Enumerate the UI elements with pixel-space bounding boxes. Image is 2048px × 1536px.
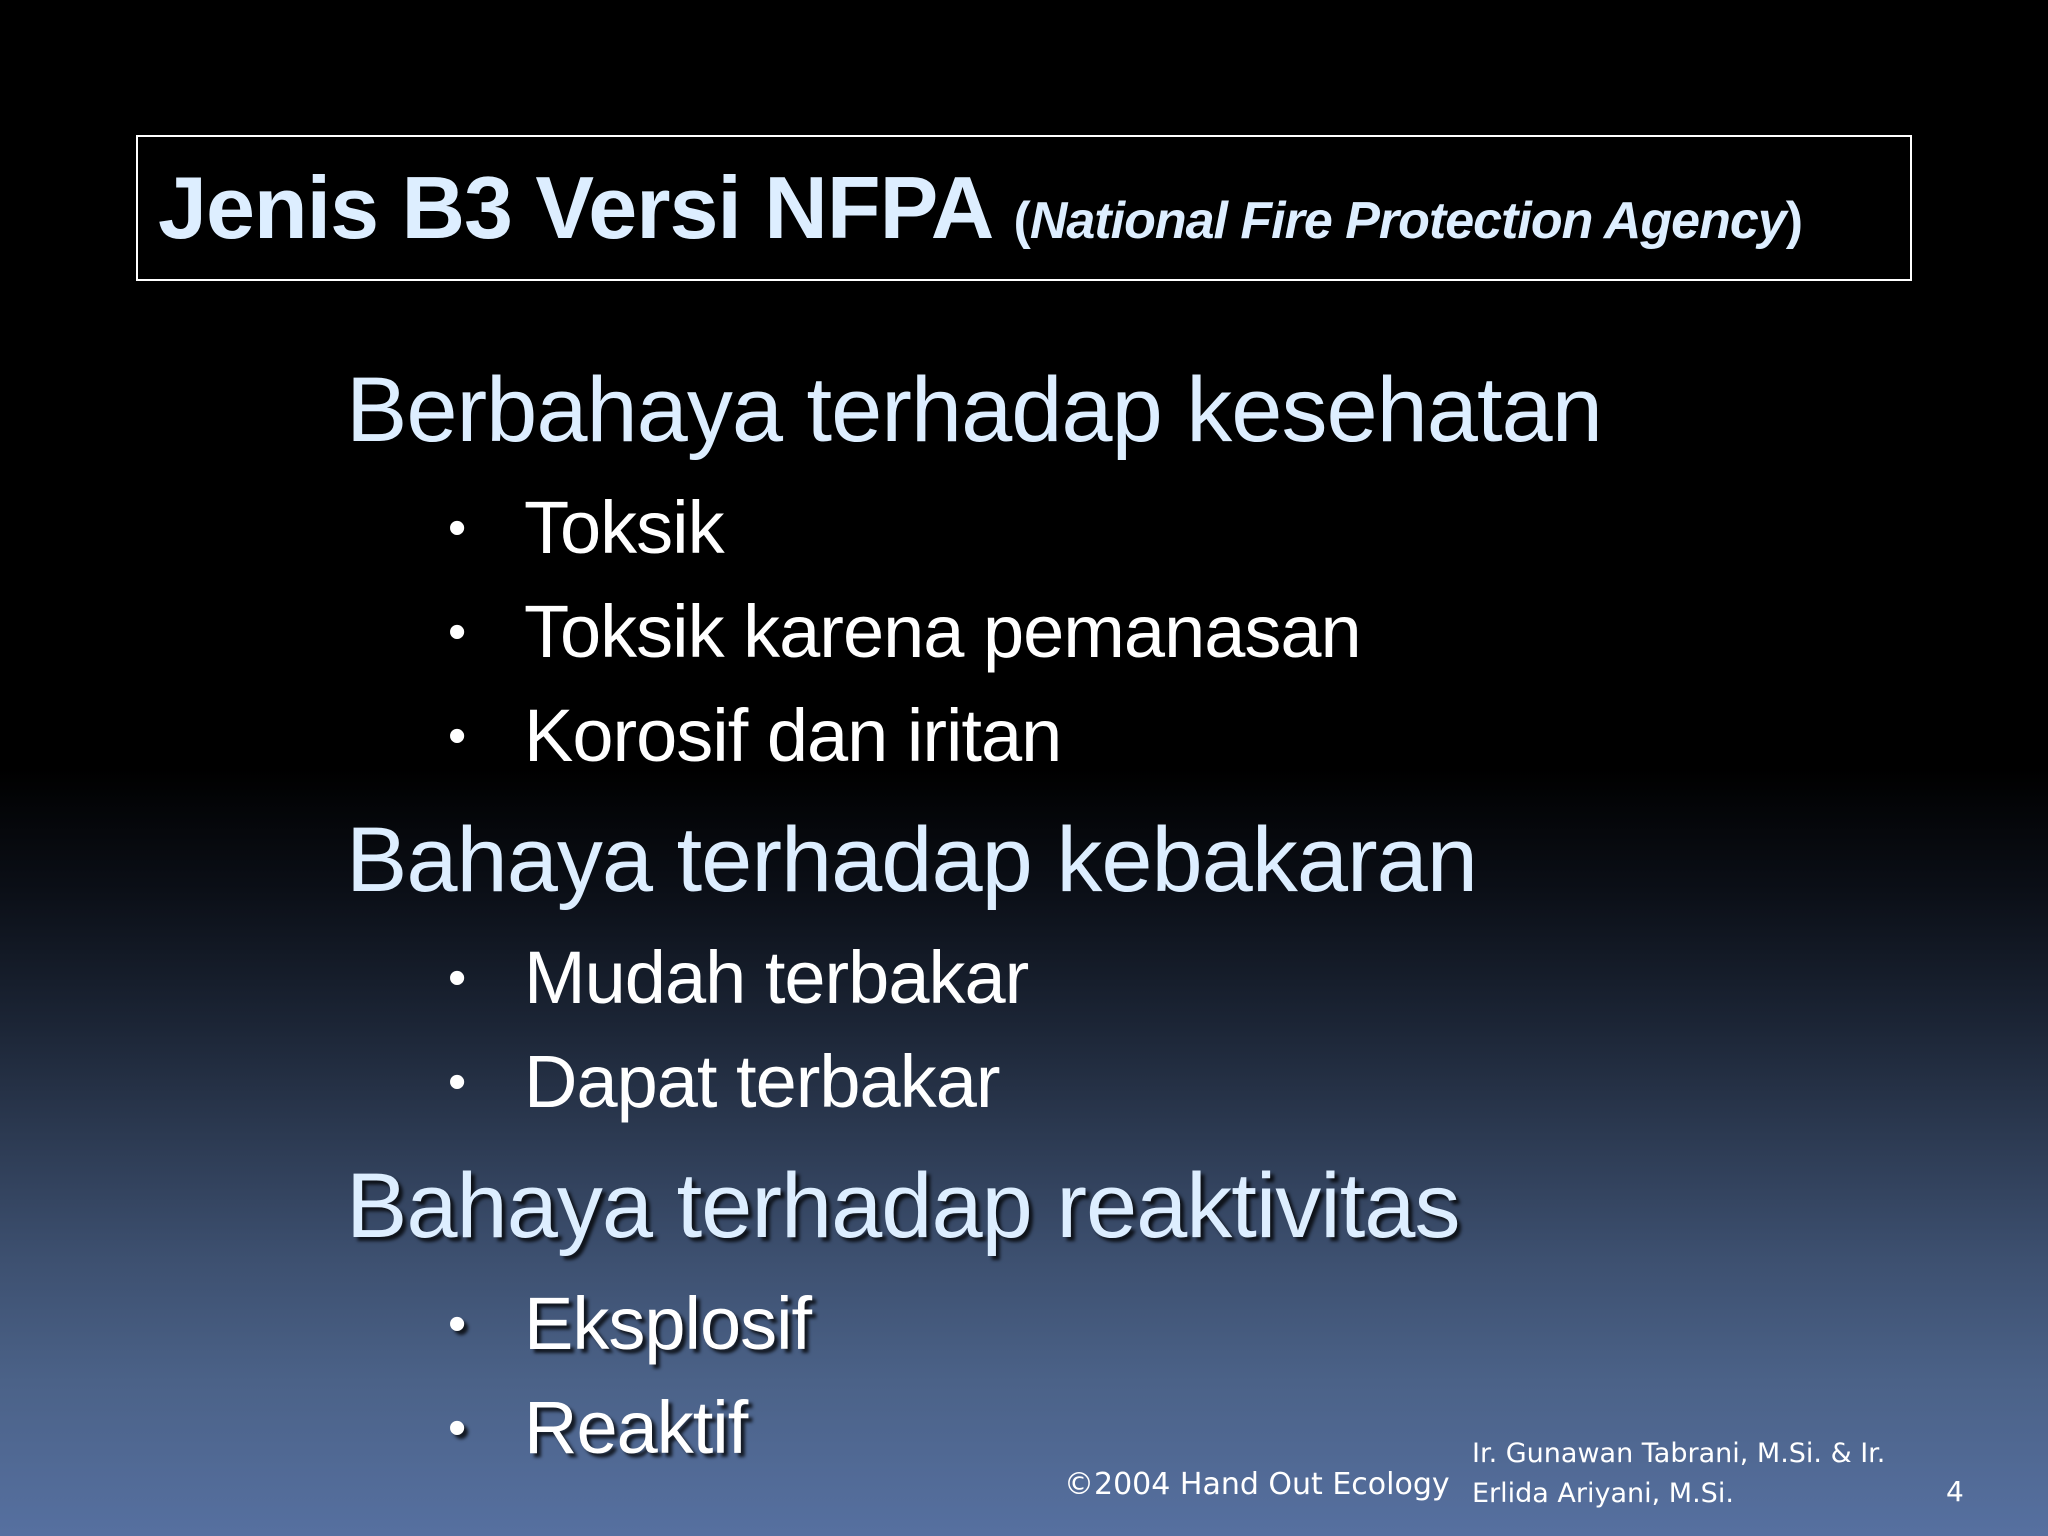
bullet-icon: • — [448, 1053, 466, 1111]
section-heading-fire: Bahaya terhadap kebakaran — [346, 809, 1477, 911]
list-item-text: Reaktif — [524, 1386, 748, 1469]
page-number: 4 — [1946, 1475, 1964, 1508]
title-paren-close: ) — [1785, 192, 1803, 250]
title-subtitle-italic: National Fire Protection Agency — [1029, 192, 1786, 250]
list-item-text: Toksik karena pemanasan — [524, 590, 1361, 673]
bullet-icon: • — [448, 949, 466, 1007]
list-item-text: Mudah terbakar — [524, 936, 1029, 1019]
section-heading-reactivity: Bahaya terhadap reaktivitas — [346, 1155, 1460, 1257]
list-item-text: Korosif dan iritan — [524, 694, 1062, 777]
bullet-icon: • — [448, 707, 466, 765]
section-heading-health: Berbahaya terhadap kesehatan — [346, 359, 1602, 461]
bullet-icon: • — [448, 1295, 466, 1353]
footer-copyright: ©2004 Hand Out Ecology — [1064, 1467, 1450, 1502]
footer-author: Ir. Gunawan Tabrani, M.Si. & Ir. Erlida Ariyani, M.Si. — [1472, 1438, 1886, 1509]
title-main: Jenis B3 Versi NFPA — [158, 158, 1014, 257]
list-item-text: Eksplosif — [524, 1282, 812, 1365]
bullet-icon: • — [448, 499, 466, 557]
list-item-text: Dapat terbakar — [524, 1040, 1000, 1123]
bullet-icon: • — [448, 603, 466, 661]
title-paren-open: ( — [1013, 192, 1030, 250]
list-item-text: Toksik — [524, 486, 724, 569]
bullet-icon: • — [448, 1399, 466, 1457]
